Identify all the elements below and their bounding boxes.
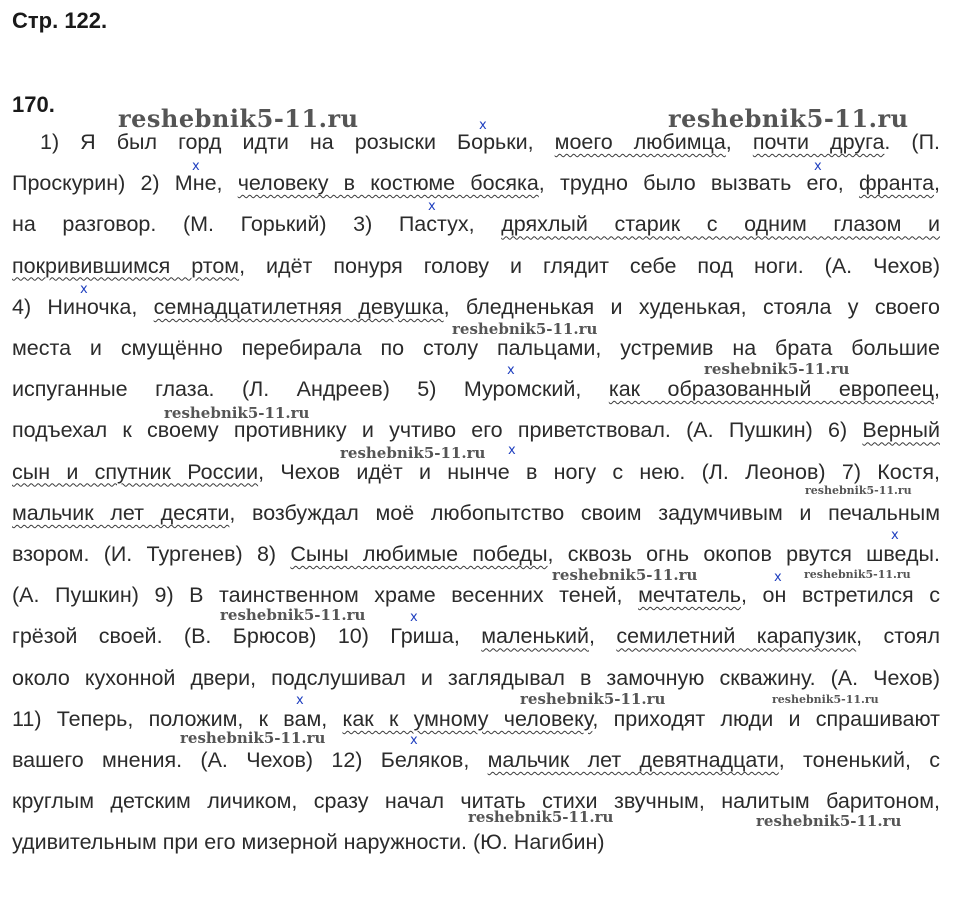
text-span: около кухонной двери, подслушивал и заглядывал в замочную скважину. (А. Чехов) — [12, 665, 940, 690]
watermark: reshebnik5-11.ru — [756, 812, 902, 830]
underlined-phrase: мальчик лет девятнадцати — [487, 748, 779, 772]
text-line — [12, 460, 940, 484]
underlined-phrase: франта — [858, 171, 935, 196]
correction-mark: x — [508, 443, 516, 458]
text-line — [12, 501, 940, 525]
watermark: reshebnik5-11.ru — [520, 690, 666, 708]
text-span: , — [934, 377, 940, 402]
watermark: reshebnik5-11.ru — [180, 729, 326, 747]
text-span: на разговор. (М. Горький) 3) Пастух, — [12, 212, 502, 237]
text-span: 4) Ниночка, — [12, 294, 154, 319]
text-span: удивительным при его мизерной наружности. (Ю. Нагибин) — [12, 830, 605, 855]
text-line — [12, 583, 940, 607]
text-line — [12, 418, 940, 442]
text-line — [12, 336, 940, 360]
correction-mark: x — [479, 118, 487, 133]
text-span: , идёт понуря голову и глядит себе под ноги. (А. Чехов) — [239, 253, 940, 278]
text-span: подъехал к своему противнику и учтиво его приветствовал. (А. Пушкин) 6) — [12, 418, 863, 443]
watermark: reshebnik5-11.ru — [468, 808, 614, 826]
text-line — [12, 212, 940, 236]
text-span: , — [588, 624, 617, 649]
text-span: , стоял — [856, 624, 940, 649]
watermark: reshebnik5-11.ru — [552, 566, 698, 584]
text-span: 1) Я был горд идти на розыски Борьки, — [40, 130, 555, 154]
text-span: , — [934, 171, 941, 196]
text-span: , сквозь огнь окопов рвутся шведы. — [547, 542, 940, 566]
text-span: взором. (И. Тургенев) 8) — [12, 542, 291, 566]
underlined-phrase: мечтатель — [638, 583, 741, 608]
watermark: reshebnik5-11.ru — [772, 693, 879, 706]
text-line — [12, 748, 940, 772]
text-span: грёзой своей. (В. Брюсов) 10) Гриша, — [12, 624, 482, 649]
text-span: (А. Пушкин) 9) В таинственном храме весенних теней, — [12, 583, 639, 608]
underlined-phrase: покривившимся ртом — [12, 253, 240, 278]
underlined-phrase: Верный — [862, 418, 940, 443]
underlined-phrase: как образованный европеец — [608, 377, 934, 402]
text-line — [12, 130, 940, 154]
correction-mark: x — [80, 282, 88, 297]
underlined-phrase: как к умному человеку — [342, 706, 593, 731]
text-span: вашего мнения. (А. Чехов) 12) Беляков, — [12, 748, 488, 772]
text-span: места и смущённо перебирала по столу пальцами, устремив на брата большие — [12, 336, 940, 360]
text-span: испуганные глаза. (Л. Андреев) 5) Муромский, — [12, 377, 609, 402]
watermark: reshebnik5-11.ru — [452, 320, 598, 338]
correction-mark: x — [428, 199, 436, 214]
text-line — [12, 254, 940, 278]
underlined-phrase: сын и спутник России — [12, 459, 259, 484]
underlined-phrase: семнадцатилетняя девушка — [153, 294, 444, 319]
watermark: reshebnik5-11.ru — [804, 568, 911, 581]
correction-mark: x — [410, 733, 418, 748]
text-line — [12, 666, 940, 690]
correction-mark: x — [891, 528, 899, 543]
page-header: Стр. 122. — [12, 8, 108, 33]
correction-mark: x — [774, 570, 782, 585]
underlined-phrase: почти друга — [752, 130, 885, 154]
watermark: reshebnik5-11.ru — [704, 360, 850, 378]
text-line — [12, 830, 940, 854]
underlined-phrase: маленький — [481, 624, 589, 649]
text-line — [12, 377, 940, 401]
watermark: reshebnik5-11.ru — [668, 104, 909, 133]
correction-mark: x — [410, 610, 418, 625]
text-line — [12, 624, 940, 648]
text-span: , трудно было вызвать его, — [538, 171, 859, 196]
text-line — [12, 707, 940, 731]
watermark: reshebnik5-11.ru — [340, 444, 486, 462]
underlined-phrase: семилетний карапузик — [616, 624, 857, 649]
text-line — [12, 542, 940, 566]
correction-mark: x — [192, 159, 200, 174]
text-span: Проскурин) 2) Мне, — [12, 171, 238, 196]
watermark: reshebnik5-11.ru — [164, 404, 310, 422]
watermark: reshebnik5-11.ru — [220, 606, 366, 624]
text-span: 11) Теперь, положим, к вам, — [12, 706, 343, 731]
correction-mark: x — [507, 363, 515, 378]
exercise-number: 170. — [12, 92, 55, 117]
underlined-phrase: моего любимца — [554, 130, 726, 154]
text-line — [12, 295, 940, 319]
text-span: , он встретился с — [741, 583, 940, 608]
text-line — [12, 171, 940, 195]
text-span: , тоненький, с — [778, 748, 940, 772]
underlined-phrase: мальчик лет десяти — [12, 500, 230, 525]
correction-mark: x — [814, 159, 822, 174]
underlined-phrase: Сыны любимые победы — [290, 542, 548, 566]
watermark: reshebnik5-11.ru — [118, 104, 359, 133]
watermark: reshebnik5-11.ru — [805, 484, 912, 497]
text-span: , бледненькая и худенькая, стояла у своего — [443, 294, 940, 319]
text-span: круглым детским личиком, сразу начал читать стихи звучным, налитым баритоном, — [12, 789, 940, 814]
text-span: , — [725, 130, 753, 154]
underlined-phrase: дряхлый старик с одним глазом и — [501, 212, 941, 237]
correction-mark: x — [296, 693, 304, 708]
underlined-phrase: человеку в костюме босяка — [237, 171, 539, 196]
text-span: , возбуждал моё любопытство своим задумчивым и печальным — [229, 500, 940, 525]
text-span: , Чехов идёт и нынче в ногу с нею. (Л. Леонов) 7) Костя, — [258, 459, 940, 484]
text-span: , приходят люди и спрашивают — [592, 706, 940, 731]
text-span: . (П. — [884, 130, 941, 154]
